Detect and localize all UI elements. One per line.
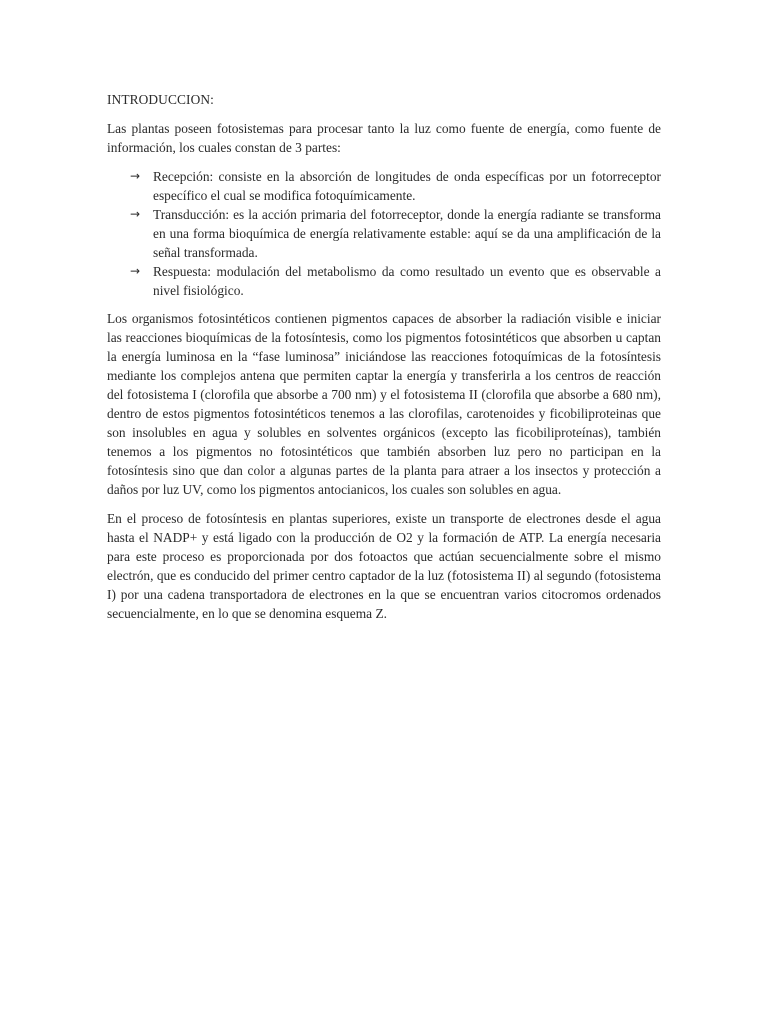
bullet-item-response bbox=[130, 262, 661, 300]
section-heading: INTRODUCCION: bbox=[107, 92, 214, 107]
bullet-item-reception bbox=[130, 167, 661, 205]
bullet-text: Recepción: consiste en la absorción de longitudes de onda específicas por un fotorreceptor específico el cual se modifica fotoquímicamente. bbox=[153, 169, 661, 203]
body-paragraph-pigments: Los organismos fotosintéticos contienen pigmentos capaces de absorber la radiación visible e iniciar las reacciones bioquímicas de la fotosíntesis, como los pigmentos fotosintéticos que absorben u captan la energía luminosa en la “fase luminosa” iniciándose las reacciones fotoquímicas de la fotosíntesis mediante los complejos antena que permiten captar la energía y transferirla a los centros de reacción del fotosistema I (clorofila que absorbe a 700 nm) y el fotosistema II (clorofila que absorbe a 680 nm), dentro de estos pigmentos fotosintéticos tenemos a las clorofilas, carotenoides y ficobiliproteinas que son insolubles en agua y solubles en solventes orgánicos (excepto las ficobiliproteínas), también tenemos a los pigmentos no fotosintéticos que también absorben luz pero no participan en la fotosíntesis sino que dan color a algunas partes de la planta para atraer a los insectos y protección a daños por luz UV, como los pigmentos antocianicos, los cuales son solubles en agua. bbox=[107, 311, 661, 497]
right-arrow-icon: → bbox=[130, 207, 141, 221]
body-paragraph-electron-transport: En el proceso de fotosíntesis en plantas superiores, existe un transporte de electrones desde el agua hasta el NADP+ y está ligado con la producción de O2 y la formación de ATP. La energía necesaria para este proceso es proporcionada por dos fotoactos que actúan secuencialmente sobre el mismo electrón, que es conducido del primer centro captador de la luz (fotosistema II) al segundo (fotosistema I) por una cadena transportadora de electrones en la que se encuentran varios citocromos ordenados secuencialmente, en lo que se denomina esquema Z. bbox=[107, 511, 661, 621]
right-arrow-icon: → bbox=[130, 264, 141, 278]
bullet-text: Respuesta: modulación del metabolismo da como resultado un evento que es observable a nivel fisiológico. bbox=[153, 264, 661, 298]
right-arrow-icon: → bbox=[130, 169, 141, 183]
bullet-list bbox=[107, 167, 661, 300]
intro-paragraph: Las plantas poseen fotosistemas para procesar tanto la luz como fuente de energía, como fuente de información, los cuales constan de 3 partes: bbox=[107, 121, 661, 155]
bullet-text: Transducción: es la acción primaria del fotorreceptor, donde la energía radiante se transforma en una forma bioquímica de energía relativamente estable: aquí se da una amplificación de la señal transformada. bbox=[153, 207, 661, 260]
bullet-item-transduction bbox=[130, 205, 661, 262]
